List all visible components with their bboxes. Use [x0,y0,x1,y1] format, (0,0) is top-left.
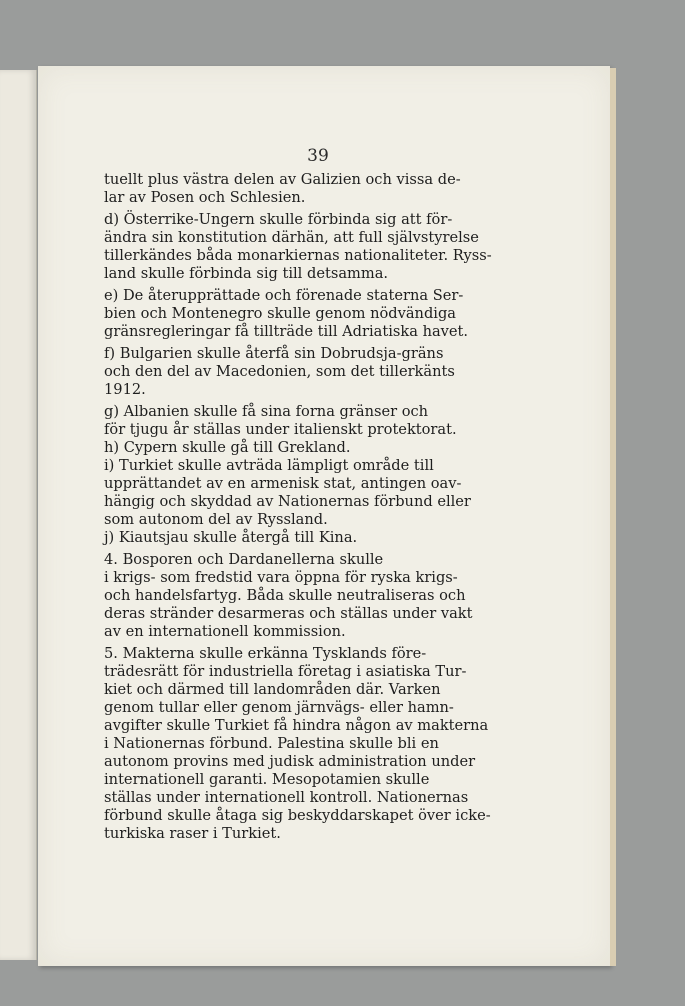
text-line: i krigs- som fredstid vara öppna för ryska krigs- [104,569,458,586]
text-line: d) Österrike-Ungern skulle förbinda sig att för- [104,211,453,228]
text-line: 4. Bosporen och Dardanellerna skulle [104,551,384,568]
paragraph-f [104,345,529,399]
facing-page-edge [0,70,37,960]
text-line: genom tullar eller genom järnvägs- eller hamn- [104,699,454,716]
text-line: j) Kiautsjau skulle återgå till Kina. [104,529,358,546]
text-line: tillerkändes båda monarkiernas nationaliteter. Ryss- [104,247,492,264]
text-line: och den del av Macedonien, som det tillerkänts [104,363,455,380]
text-line: lar av Posen och Schlesien. [104,189,306,206]
paragraph-i [104,457,529,529]
text-line: ställas under internationell kontroll. Nationernas [104,789,469,806]
text-line: 5. Makterna skulle erkänna Tysklands före- [104,645,427,662]
text-line: turkiska raser i Turkiet. [104,825,281,842]
paragraph-d [104,211,529,283]
paragraph-p5 [104,645,529,843]
text-line: upprättandet av en armenisk stat, antingen oav- [104,475,462,492]
text-line: bien och Montenegro skulle genom nödvändiga [104,305,456,322]
text-line: g) Albanien skulle få sina forna gränser och [104,403,429,420]
text-line: hängig och skyddad av Nationernas förbund eller [104,493,471,510]
text-line: som autonom del av Ryssland. [104,511,328,528]
page-number: 39 [307,146,329,166]
text-line: gränsregleringar få tillträde till Adriatiska havet. [104,323,469,340]
text-line: tuellt plus västra delen av Galizien och vissa de- [104,171,461,188]
text-line: av en internationell kommission. [104,623,346,640]
text-line: internationell garanti. Mesopotamien skulle [104,771,430,788]
text-line: i) Turkiet skulle avträda lämpligt område till [104,457,434,474]
paragraph-g [104,403,529,439]
text-line: deras stränder desarmeras och ställas under vakt [104,605,473,622]
text-line: avgifter skulle Turkiet få hindra någon av makterna [104,717,489,734]
text-line: förbund skulle åtaga sig beskyddarskapet över icke- [104,807,491,824]
text-line: kiet och därmed till landområden där. Varken [104,681,441,698]
text-line: e) De återupprättade och förenade staterna Ser- [104,287,464,304]
text-line: f) Bulgarien skulle återfå sin Dobrudsja-gräns [104,345,444,362]
body-text [104,171,529,843]
text-line: autonom provins med judisk administration under [104,753,476,770]
text-line: land skulle förbinda sig till detsamma. [104,265,389,282]
paragraph-j [104,529,529,547]
text-line: ändra sin konstitution därhän, att full självstyrelse [104,229,479,246]
text-line: för tjugu år ställas under italienskt protektorat. [104,421,457,438]
text-line: i Nationernas förbund. Palestina skulle bli en [104,735,439,752]
text-line: och handelsfartyg. Båda skulle neutraliseras och [104,587,466,604]
paragraph-e [104,287,529,341]
paragraph-p4 [104,551,529,641]
paragraph-h [104,439,529,457]
text-line: 1912. [104,381,146,398]
book-page [38,66,610,966]
text-line: h) Cypern skulle gå till Grekland. [104,439,351,456]
paragraph-cont [104,171,529,207]
text-line: trädesrätt för industriella företag i asiatiska Tur- [104,663,467,680]
page-edge [610,68,616,966]
